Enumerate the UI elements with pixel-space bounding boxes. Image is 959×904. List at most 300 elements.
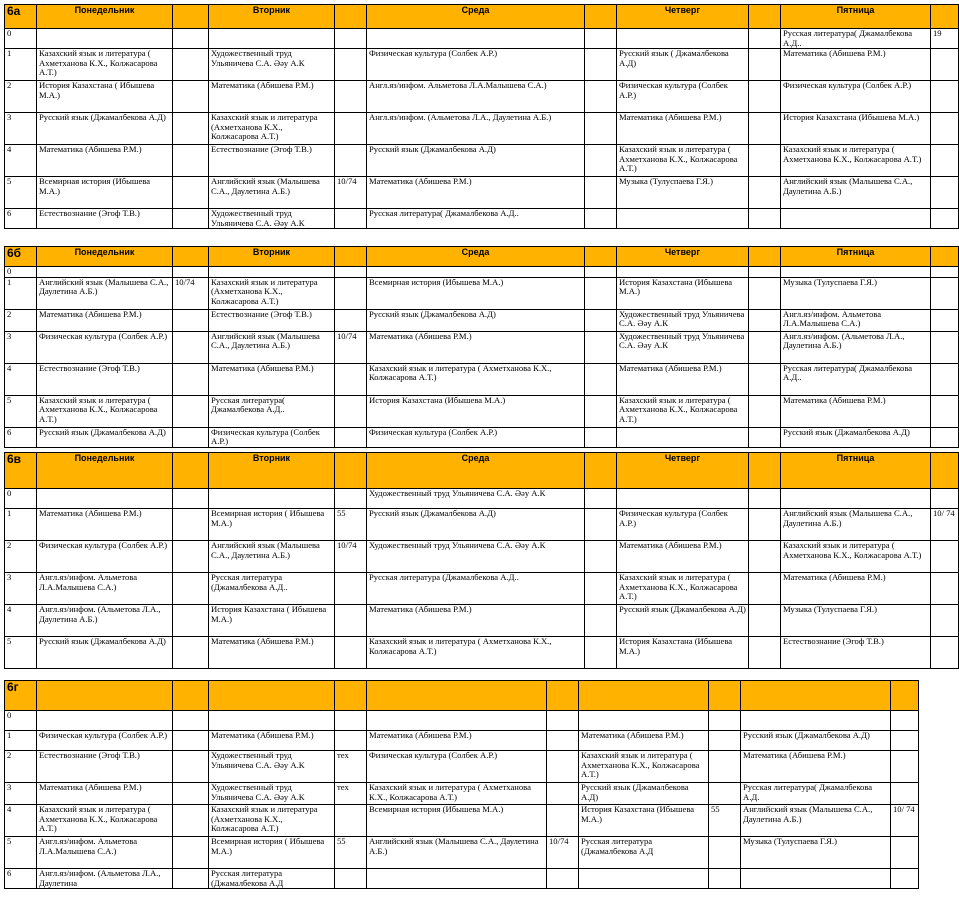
header-row: [5, 681, 919, 711]
room-cell: [547, 783, 579, 805]
room-cell: [709, 751, 741, 783]
room-cell: [749, 29, 781, 49]
room-cell: [749, 49, 781, 81]
lesson-cell: Художественный труд Ульяничева С.А. Әәу А.К: [209, 209, 335, 229]
room-cell: [585, 309, 617, 331]
lesson-row: [5, 541, 959, 573]
lesson-cell: Физическая культура (Солбек А.Р.): [37, 731, 173, 751]
lesson-cell: Русский язык (Джамалбекова А.Д): [367, 509, 585, 541]
lesson-cell: Всемирная история ( Ибышева М.А.): [209, 837, 335, 869]
lesson-cell: [781, 209, 931, 229]
class-label: 6а: [5, 5, 37, 29]
room-cell: [585, 605, 617, 637]
room-cell: [931, 541, 959, 573]
lesson-row: [5, 731, 919, 751]
lesson-cell: Физическая культура (Солбек А.Р.): [781, 81, 931, 113]
room-cell: [335, 573, 367, 605]
lesson-cell: Английский язык (Малышева С.А., Даулетина А.Б.): [209, 541, 335, 573]
room-cell: [335, 489, 367, 509]
room-cell: [709, 711, 741, 731]
room-header: [547, 681, 579, 711]
lesson-cell: Всемирная история ( Ибышева М.А.): [209, 509, 335, 541]
lesson-cell: Казахский язык и литература ( Ахметханова К.Х., Колжасарова А.Т.): [781, 145, 931, 177]
room-header: [335, 681, 367, 711]
room-cell: [931, 49, 959, 81]
lesson-cell: Английский язык (Малышева С.А., Даулетина А.Б.): [37, 277, 173, 309]
lesson-cell: Математика (Абишева Р.М.): [781, 395, 931, 427]
lesson-cell: Математика (Абишева Р.М.): [741, 751, 891, 783]
day-header: Понедельник: [37, 453, 173, 489]
lesson-row: [5, 145, 959, 177]
period-number: 2: [5, 751, 37, 783]
room-cell: [749, 509, 781, 541]
room-cell: [749, 209, 781, 229]
room-cell: [335, 363, 367, 395]
room-cell: 10/74: [335, 541, 367, 573]
room-cell: [335, 427, 367, 447]
room-cell: тех: [335, 783, 367, 805]
room-cell: [749, 331, 781, 363]
lesson-cell: Физическая культура (Солбек А.Р.): [617, 81, 749, 113]
lesson-cell: Математика (Абишева Р.М.): [37, 783, 173, 805]
day-header: [741, 681, 891, 711]
lesson-row: [5, 49, 959, 81]
lesson-cell: Русский язык (Джамалбекова А.Д): [367, 309, 585, 331]
room-cell: 10/74: [547, 837, 579, 869]
schedule-table-0: [4, 4, 959, 229]
room-cell: [335, 711, 367, 731]
day-header: Понедельник: [37, 5, 173, 29]
lesson-cell: Англ.яз/инфом. Альметова Л.А.Малышева С.А.): [367, 81, 585, 113]
room-cell: [585, 541, 617, 573]
room-cell: [547, 751, 579, 783]
lesson-row: [5, 331, 959, 363]
lesson-cell: Музыка (Тулуспаева Г.Я.): [617, 177, 749, 209]
lesson-cell: Английский язык (Малышева С.А., Даулетина А.Б.): [781, 177, 931, 209]
lesson-cell: [209, 489, 335, 509]
day-header: [579, 681, 709, 711]
room-cell: [931, 395, 959, 427]
room-cell: [585, 49, 617, 81]
period-number: 2: [5, 81, 37, 113]
room-cell: [173, 427, 209, 447]
room-cell: [173, 81, 209, 113]
room-header: [335, 247, 367, 267]
lesson-cell: [617, 427, 749, 447]
lesson-cell: Русский язык (Джамалбекова А.Д): [37, 113, 173, 145]
lesson-cell: Русская литература (Джамалбекова А.Д..: [209, 573, 335, 605]
room-cell: [173, 509, 209, 541]
room-header: [709, 681, 741, 711]
lesson-cell: Русский язык (Джамалбекова А.Д): [781, 427, 931, 447]
room-cell: [335, 731, 367, 751]
lesson-cell: [781, 489, 931, 509]
lesson-cell: Художественный труд Ульяничева С.А. Әәу А.К: [617, 309, 749, 331]
room-cell: [585, 637, 617, 669]
lesson-row: [5, 113, 959, 145]
room-cell: [749, 309, 781, 331]
room-cell: [585, 427, 617, 447]
room-cell: [335, 805, 367, 837]
lesson-cell: Англ.яз/инфом. Альметова Л.А.Малышева С.А.): [37, 573, 173, 605]
lesson-cell: [209, 711, 335, 731]
room-cell: [891, 837, 919, 869]
lesson-cell: [209, 267, 335, 278]
period-number: 4: [5, 605, 37, 637]
room-header: [585, 247, 617, 267]
lesson-cell: Русский язык (Джамалбекова А.Д): [579, 783, 709, 805]
room-cell: [931, 177, 959, 209]
lesson-cell: Математика (Абишева Р.М.): [781, 573, 931, 605]
lesson-cell: Физическая культура (Солбек А.Р.): [367, 751, 547, 783]
room-header: [749, 247, 781, 267]
day-header: Среда: [367, 453, 585, 489]
lesson-cell: Англ.яз/инфом. (Альметова Л.А., Даулетина А.Б.): [37, 605, 173, 637]
lesson-cell: Казахский язык и литература (Ахметханова К.Х., Колжасарова А.Т.): [209, 113, 335, 145]
lesson-cell: Русский язык (Джамалбекова А.Д): [37, 427, 173, 447]
room-cell: [335, 637, 367, 669]
header-row: [5, 247, 959, 267]
lesson-cell: Русский язык ( Джамалбекова А.Д): [617, 49, 749, 81]
day-header: [367, 681, 547, 711]
room-cell: [585, 267, 617, 278]
room-cell: [709, 783, 741, 805]
lesson-cell: Казахский язык и литература ( Ахметханова К.Х., Колжасарова А.Т.): [37, 49, 173, 81]
lesson-cell: Математика (Абишева Р.М.): [37, 309, 173, 331]
period-number: 2: [5, 309, 37, 331]
lesson-cell: Казахский язык и литература ( Ахметханова К.Х., Колжасарова А.Т.): [37, 805, 173, 837]
lesson-cell: Художественный труд Ульяничева С.А. Әәу А.К: [617, 331, 749, 363]
day-header: Среда: [367, 5, 585, 29]
room-header: [931, 5, 959, 29]
lesson-cell: Англ.яз/инфом. (Альметова Л.А., Даулетина А.Б.): [367, 113, 585, 145]
lesson-row: [5, 751, 919, 783]
period-number: 1: [5, 509, 37, 541]
period-number: 4: [5, 363, 37, 395]
lesson-cell: Математика (Абишева Р.М.): [367, 731, 547, 751]
room-cell: [931, 637, 959, 669]
room-header: [891, 681, 919, 711]
lesson-cell: Математика (Абишева Р.М.): [579, 731, 709, 751]
room-cell: [931, 427, 959, 447]
period-number: 3: [5, 113, 37, 145]
day-header: Вторник: [209, 5, 335, 29]
lesson-cell: Казахский язык и литература ( Ахметханова К.Х., Колжасарова А.Т.): [617, 395, 749, 427]
room-cell: [173, 331, 209, 363]
schedule-table-1: [4, 246, 959, 448]
period-number: 4: [5, 145, 37, 177]
room-header: [931, 453, 959, 489]
room-cell: [585, 573, 617, 605]
room-cell: [749, 277, 781, 309]
lesson-cell: Математика (Абишева Р.М.): [37, 509, 173, 541]
day-header: Пятница: [781, 453, 931, 489]
room-cell: [173, 869, 209, 889]
room-cell: [335, 29, 367, 49]
room-cell: 55: [335, 837, 367, 869]
period-number: 0: [5, 489, 37, 509]
day-header: Среда: [367, 247, 585, 267]
room-cell: [709, 837, 741, 869]
room-cell: [891, 783, 919, 805]
room-cell: 55: [335, 509, 367, 541]
lesson-cell: [579, 869, 709, 889]
lesson-cell: [37, 267, 173, 278]
lesson-cell: Музыка (Тулуспаева Г.Я.): [741, 837, 891, 869]
header-row: [5, 453, 959, 489]
lesson-cell: Математика (Абишева Р.М.): [781, 49, 931, 81]
lesson-cell: История Казахстана (Ибышева М.А.): [579, 805, 709, 837]
day-header: Четверг: [617, 5, 749, 29]
room-cell: [749, 113, 781, 145]
room-cell: [585, 331, 617, 363]
lesson-row: [5, 81, 959, 113]
lesson-cell: Русская литература (Джамалбекова А.Д: [209, 869, 335, 889]
lesson-cell: Русская литература( Джамалбекова А.Д..: [781, 363, 931, 395]
lesson-cell: Англ.яз/инфом. Альметова Л.А.Малышева С.А.): [781, 309, 931, 331]
room-cell: [547, 731, 579, 751]
room-cell: [173, 637, 209, 669]
room-cell: [173, 541, 209, 573]
period-number: 0: [5, 267, 37, 278]
room-cell: [931, 363, 959, 395]
room-cell: [749, 81, 781, 113]
lesson-cell: [209, 29, 335, 49]
room-cell: [749, 605, 781, 637]
room-cell: [335, 81, 367, 113]
lesson-cell: Физическая культура (Солбек А.Р.): [37, 541, 173, 573]
room-cell: [749, 573, 781, 605]
room-cell: [749, 489, 781, 509]
room-cell: [335, 277, 367, 309]
room-cell: 10/ 74: [891, 805, 919, 837]
room-header: [173, 681, 209, 711]
room-header: [335, 453, 367, 489]
lesson-cell: Художественный труд Ульяничева С.А. Әәу А.К: [209, 49, 335, 81]
lesson-cell: Русский язык (Джамалбекова А.Д): [741, 731, 891, 751]
day-header: [209, 681, 335, 711]
lesson-row: [5, 427, 959, 447]
lesson-cell: [367, 29, 585, 49]
lesson-cell: Художественный труд Ульяничева С.А. Әәу А.К: [367, 489, 585, 509]
room-cell: [335, 145, 367, 177]
room-header: [931, 247, 959, 267]
lesson-cell: Естествознание (Эгоф Т.В.): [37, 751, 173, 783]
room-cell: [173, 177, 209, 209]
room-cell: [335, 395, 367, 427]
lesson-cell: История Казахстана ( Ибышева М.А.): [37, 81, 173, 113]
day-header: Четверг: [617, 247, 749, 267]
lesson-cell: Естествознание (Эгоф Т.В.): [209, 309, 335, 331]
lesson-cell: Математика (Абишева Р.М.): [367, 177, 585, 209]
lesson-cell: Русская литература( Джамалбекова А.Д..: [781, 29, 931, 49]
room-cell: [585, 277, 617, 309]
lesson-cell: Русская литература( Джамалбекова А.Д.: [741, 783, 891, 805]
room-cell: [335, 267, 367, 278]
room-cell: 10/74: [335, 331, 367, 363]
lesson-cell: Математика (Абишева Р.М.): [209, 363, 335, 395]
room-cell: [173, 49, 209, 81]
room-cell: [931, 489, 959, 509]
room-cell: [173, 837, 209, 869]
room-cell: [173, 309, 209, 331]
lesson-cell: Всемирная история (Ибышева М.А.): [37, 177, 173, 209]
day-header: Вторник: [209, 247, 335, 267]
lesson-cell: [37, 711, 173, 731]
period-number: 1: [5, 49, 37, 81]
period-number: 0: [5, 711, 37, 731]
room-cell: [585, 145, 617, 177]
room-cell: [585, 177, 617, 209]
lesson-cell: Казахский язык и литература ( Ахметханова К.Х., Колжасарова А.Т.): [367, 637, 585, 669]
room-cell: [547, 805, 579, 837]
schedule-table-3: [4, 680, 919, 889]
lesson-cell: Русская литература( Джамалбекова А.Д..: [209, 395, 335, 427]
lesson-cell: Математика (Абишева Р.М.): [209, 81, 335, 113]
lesson-cell: История Казахстана (Ибышева М.А.): [367, 395, 585, 427]
room-cell: [173, 363, 209, 395]
lesson-cell: [617, 209, 749, 229]
lesson-cell: Естествознание (Эгоф Т.В.): [37, 209, 173, 229]
lesson-cell: Казахский язык и литература ( Ахметханова К.Х., Колжасарова А.Т.): [781, 541, 931, 573]
room-cell: [749, 395, 781, 427]
lesson-row: [5, 489, 959, 509]
lesson-cell: Физическая культура (Солбек А.Р.): [37, 331, 173, 363]
lesson-row: [5, 605, 959, 637]
lesson-cell: Всемирная история (Ибышева М.А.): [367, 805, 547, 837]
lesson-cell: История Казахстана (Ибышева М.А.): [781, 113, 931, 145]
room-header: [749, 5, 781, 29]
lesson-cell: Английский язык (Малышева С.А., Даулетина А.Б.): [781, 509, 931, 541]
room-cell: [891, 731, 919, 751]
room-cell: [709, 869, 741, 889]
lesson-cell: Англ.яз/инфом. (Альметова Л.А., Даулетина: [37, 869, 173, 889]
room-cell: [173, 395, 209, 427]
lesson-cell: Математика (Абишева Р.М.): [37, 145, 173, 177]
lesson-cell: [741, 711, 891, 731]
room-cell: [709, 731, 741, 751]
lesson-cell: Художественный труд Ульяничева С.А. Әәу А.К: [367, 541, 585, 573]
room-cell: [173, 805, 209, 837]
room-cell: [931, 81, 959, 113]
room-cell: [173, 489, 209, 509]
room-cell: [335, 869, 367, 889]
room-cell: [749, 363, 781, 395]
day-header: Пятница: [781, 247, 931, 267]
period-number: 6: [5, 869, 37, 889]
day-header: Понедельник: [37, 247, 173, 267]
lesson-row: [5, 783, 919, 805]
lesson-cell: [617, 267, 749, 278]
room-header: [749, 453, 781, 489]
room-cell: [585, 113, 617, 145]
room-cell: 19: [931, 29, 959, 49]
day-header: Четверг: [617, 453, 749, 489]
room-cell: [173, 751, 209, 783]
period-number: 5: [5, 395, 37, 427]
lesson-row: [5, 363, 959, 395]
lesson-cell: Музыка (Тулуспаева Г.Я.): [781, 605, 931, 637]
lesson-cell: Естествознание (Эгоф Т.В.): [37, 363, 173, 395]
lesson-cell: Казахский язык и литература (Ахметханова К.Х., Колжасарова А.Т.): [209, 805, 335, 837]
lesson-cell: [367, 869, 547, 889]
lesson-row: [5, 395, 959, 427]
lesson-cell: [579, 711, 709, 731]
lesson-cell: Казахский язык и литература (Ахметханова К.Х., Колжасарова А.Т.): [209, 277, 335, 309]
lesson-cell: История Казахстана (Ибышева М.А.): [617, 277, 749, 309]
period-number: 1: [5, 731, 37, 751]
room-cell: [173, 711, 209, 731]
room-cell: [173, 783, 209, 805]
class-label: 6г: [5, 681, 37, 711]
room-cell: [173, 145, 209, 177]
lesson-cell: Математика (Абишева Р.М.): [617, 113, 749, 145]
room-cell: [749, 427, 781, 447]
room-cell: [585, 29, 617, 49]
lesson-row: [5, 805, 919, 837]
lesson-row: [5, 869, 919, 889]
period-number: 3: [5, 783, 37, 805]
room-cell: [585, 395, 617, 427]
class-label: 6б: [5, 247, 37, 267]
lesson-cell: История Казахстана ( Ибышева М.А.): [209, 605, 335, 637]
room-cell: [931, 267, 959, 278]
header-row: [5, 5, 959, 29]
lesson-cell: Естествознание (Эгоф Т.В.): [209, 145, 335, 177]
period-number: 1: [5, 277, 37, 309]
lesson-cell: Казахский язык и литература ( Ахметханова К.Х., Колжасарова А.Т.): [367, 783, 547, 805]
room-cell: [547, 869, 579, 889]
room-cell: [585, 363, 617, 395]
period-number: 5: [5, 837, 37, 869]
lesson-row: [5, 267, 959, 278]
lesson-cell: Физическая культура (Солбек А.Р.): [367, 427, 585, 447]
lesson-cell: Русский язык (Джамалбекова А.Д): [617, 605, 749, 637]
lesson-cell: Казахский язык и литература ( Ахметханова К.Х., Колжасарова А.Т.): [367, 363, 585, 395]
lesson-cell: Русский язык (Джамалбекова А.Д): [367, 145, 585, 177]
room-cell: [931, 573, 959, 605]
lesson-cell: [617, 29, 749, 49]
room-header: [585, 453, 617, 489]
lesson-cell: [37, 489, 173, 509]
period-number: 0: [5, 29, 37, 49]
room-cell: [891, 751, 919, 783]
lesson-cell: Математика (Абишева Р.М.): [617, 541, 749, 573]
lesson-cell: Русская литература( Джамалбекова А.Д..: [367, 209, 585, 229]
lesson-cell: Казахский язык и литература ( Ахметханова К.Х., Колжасарова А.Т.): [617, 573, 749, 605]
room-cell: 10/74: [335, 177, 367, 209]
room-cell: [173, 731, 209, 751]
lesson-row: [5, 637, 959, 669]
room-header: [585, 5, 617, 29]
period-number: 6: [5, 427, 37, 447]
lesson-row: [5, 177, 959, 209]
lesson-cell: Художественный труд Ульяничева С.А. Әәу А.К: [209, 783, 335, 805]
room-cell: [173, 209, 209, 229]
room-cell: [335, 605, 367, 637]
class-label: 6в: [5, 453, 37, 489]
room-cell: [173, 573, 209, 605]
lesson-cell: Художественный труд Ульяничева С.А. Әәу А.К: [209, 751, 335, 783]
period-number: 2: [5, 541, 37, 573]
lesson-cell: Русская литература (Джамалбекова А.Д..: [367, 573, 585, 605]
room-cell: [585, 509, 617, 541]
lesson-row: [5, 29, 959, 49]
lesson-cell: История Казахстана (Ибышева М.А.): [617, 637, 749, 669]
day-header: [37, 681, 173, 711]
room-cell: [931, 277, 959, 309]
lesson-cell: Математика (Абишева Р.М.): [367, 331, 585, 363]
